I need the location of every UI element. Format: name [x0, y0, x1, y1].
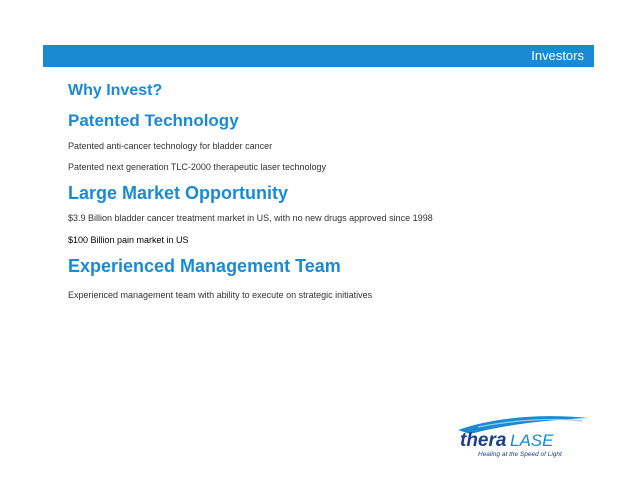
patented-technology-heading: Patented Technology — [68, 111, 239, 130]
management-team-heading: Experienced Management Team — [68, 256, 341, 276]
market-item-2: $100 Billion pain market in US — [68, 235, 189, 245]
header-bar — [43, 45, 594, 67]
theralase-logo — [438, 412, 598, 462]
market-item-1: $3.9 Billion bladder cancer treatment market in US, with no new drugs approved since 1998 — [68, 213, 433, 223]
patented-item-1: Patented anti-cancer technology for bladder cancer — [68, 141, 273, 151]
header-label: Investors — [531, 48, 584, 63]
logo-name-part1: thera — [460, 430, 507, 451]
logo-name-part2: LASE — [510, 431, 554, 450]
team-item-1: Experienced management team with ability to execute on strategic initiatives — [68, 290, 373, 300]
market-opportunity-heading: Large Market Opportunity — [68, 183, 289, 203]
logo-tagline: Healing at the Speed of Light — [478, 451, 562, 458]
patented-item-2: Patented next generation TLC-2000 therapeutic laser technology — [68, 162, 327, 172]
why-invest-heading: Why Invest? — [68, 82, 163, 99]
